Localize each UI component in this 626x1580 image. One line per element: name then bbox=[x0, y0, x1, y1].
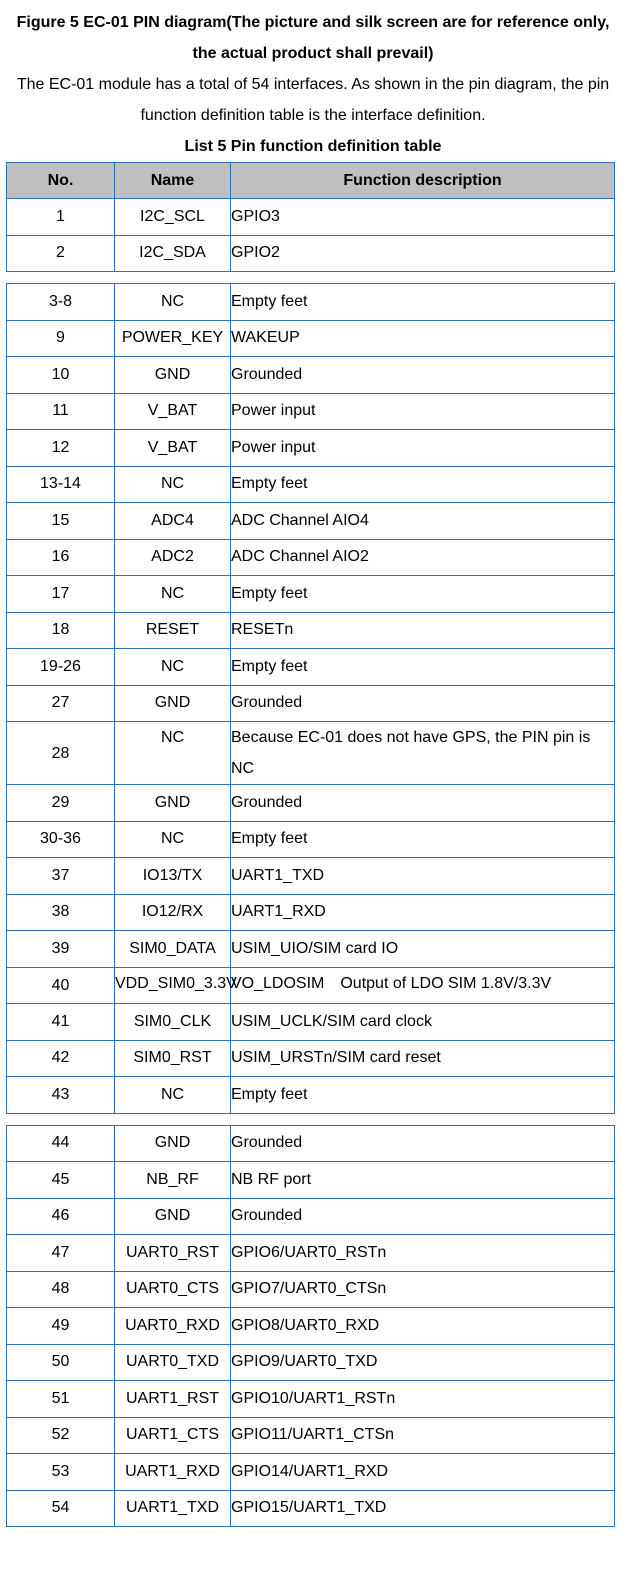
table-row bbox=[7, 1235, 615, 1272]
pin-name: NC bbox=[115, 466, 231, 503]
pin-name: NC bbox=[115, 284, 231, 321]
pin-table-section bbox=[6, 1125, 615, 1528]
pin-function-description: Grounded bbox=[231, 1125, 615, 1162]
pin-number: 47 bbox=[7, 1235, 115, 1272]
table-gap bbox=[0, 1114, 626, 1125]
pin-number: 10 bbox=[7, 357, 115, 394]
table-row bbox=[7, 1198, 615, 1235]
table-row bbox=[7, 284, 615, 321]
pin-number: 1 bbox=[7, 199, 115, 236]
pin-definition-table bbox=[0, 162, 626, 1527]
pin-name: POWER_KEY bbox=[115, 320, 231, 357]
pin-function-description: GPIO6/UART0_RSTn bbox=[231, 1235, 615, 1272]
pin-function-description: Grounded bbox=[231, 357, 615, 394]
pin-name: NC bbox=[115, 576, 231, 613]
pin-name: GND bbox=[115, 685, 231, 722]
pin-function-description: Empty feet bbox=[231, 576, 615, 613]
table-row bbox=[7, 503, 615, 540]
table-row bbox=[7, 235, 615, 272]
pin-number: 9 bbox=[7, 320, 115, 357]
table-row bbox=[7, 649, 615, 686]
pin-function-description: GPIO9/UART0_TXD bbox=[231, 1344, 615, 1381]
pin-function-description: Empty feet bbox=[231, 1077, 615, 1114]
pin-name: UART1_TXD bbox=[115, 1490, 231, 1527]
table-row bbox=[7, 1004, 615, 1041]
table-row bbox=[7, 722, 615, 785]
pin-number: 42 bbox=[7, 1040, 115, 1077]
table-row bbox=[7, 1417, 615, 1454]
pin-number: 38 bbox=[7, 894, 115, 931]
pin-name: ADC4 bbox=[115, 503, 231, 540]
pin-name: SIM0_RST bbox=[115, 1040, 231, 1077]
table-row bbox=[7, 1162, 615, 1199]
pin-function-description: USIM_UCLK/SIM card clock bbox=[231, 1004, 615, 1041]
pin-function-description: VO_LDOSIM Output of LDO SIM 1.8V/3.3V bbox=[231, 967, 615, 1004]
pin-name: GND bbox=[115, 1125, 231, 1162]
pin-number: 2 bbox=[7, 235, 115, 272]
pin-number: 17 bbox=[7, 576, 115, 613]
pin-name: IO12/RX bbox=[115, 894, 231, 931]
pin-function-description: Grounded bbox=[231, 685, 615, 722]
pin-function-description: Power input bbox=[231, 430, 615, 467]
intro-line1: The EC-01 module has a total of 54 interfaces. As shown in the pin diagram, the pin bbox=[16, 76, 610, 93]
pin-number: 45 bbox=[7, 1162, 115, 1199]
table-row bbox=[7, 466, 615, 503]
pin-name: V_BAT bbox=[115, 430, 231, 467]
pin-name: RESET bbox=[115, 612, 231, 649]
table-row bbox=[7, 430, 615, 467]
pin-number: 29 bbox=[7, 785, 115, 822]
pin-function-description: NB RF port bbox=[231, 1162, 615, 1199]
table-row bbox=[7, 199, 615, 236]
pin-function-description: ADC Channel AIO2 bbox=[231, 539, 615, 576]
figure-caption-line1: Figure 5 EC-01 PIN diagram(The picture and silk screen are for reference only, bbox=[16, 14, 610, 31]
pin-name: ADC2 bbox=[115, 539, 231, 576]
figure-caption-line2: the actual product shall prevail) bbox=[192, 45, 434, 62]
pin-name: UART1_RXD bbox=[115, 1454, 231, 1491]
pin-number: 37 bbox=[7, 858, 115, 895]
pin-function-description: Grounded bbox=[231, 1198, 615, 1235]
pin-function-description: Grounded bbox=[231, 785, 615, 822]
pin-number: 43 bbox=[7, 1077, 115, 1114]
intro-line2: function definition table is the interface definition. bbox=[140, 107, 486, 124]
pin-name: GND bbox=[115, 357, 231, 394]
pin-name: UART0_RST bbox=[115, 1235, 231, 1272]
pin-function-description: Because EC-01 does not have GPS, the PIN pin is NC bbox=[231, 722, 615, 785]
pin-number: 15 bbox=[7, 503, 115, 540]
pin-function-description: GPIO15/UART1_TXD bbox=[231, 1490, 615, 1527]
table-gap bbox=[0, 272, 626, 283]
header-no: No. bbox=[7, 163, 115, 199]
table-row bbox=[7, 967, 615, 1004]
pin-function-description: GPIO3 bbox=[231, 199, 615, 236]
table-row bbox=[7, 1040, 615, 1077]
pin-name: NC bbox=[115, 649, 231, 686]
pin-name: NB_RF bbox=[115, 1162, 231, 1199]
pin-function-description: UART1_RXD bbox=[231, 894, 615, 931]
pin-function-description: GPIO10/UART1_RSTn bbox=[231, 1381, 615, 1418]
pin-number: 54 bbox=[7, 1490, 115, 1527]
pin-number: 13-14 bbox=[7, 466, 115, 503]
table-row bbox=[7, 1077, 615, 1114]
pin-function-description: UART1_TXD bbox=[231, 858, 615, 895]
pin-name: GND bbox=[115, 785, 231, 822]
pin-function-description: USIM_URSTn/SIM card reset bbox=[231, 1040, 615, 1077]
pin-name: UART0_TXD bbox=[115, 1344, 231, 1381]
table-row bbox=[7, 685, 615, 722]
table-row bbox=[7, 1344, 615, 1381]
pin-number: 39 bbox=[7, 931, 115, 968]
table-header-row bbox=[7, 163, 615, 199]
pin-name: IO13/TX bbox=[115, 858, 231, 895]
table-row bbox=[7, 1490, 615, 1527]
pin-number: 44 bbox=[7, 1125, 115, 1162]
pin-name: UART1_RST bbox=[115, 1381, 231, 1418]
pin-name: SIM0_CLK bbox=[115, 1004, 231, 1041]
pin-function-description: ADC Channel AIO4 bbox=[231, 503, 615, 540]
pin-number: 16 bbox=[7, 539, 115, 576]
pin-function-description: Empty feet bbox=[231, 821, 615, 858]
pin-function-description: GPIO7/UART0_CTSn bbox=[231, 1271, 615, 1308]
pin-number: 41 bbox=[7, 1004, 115, 1041]
pin-number: 46 bbox=[7, 1198, 115, 1235]
pin-function-description: RESETn bbox=[231, 612, 615, 649]
header-name: Name bbox=[115, 163, 231, 199]
pin-function-description: GPIO11/UART1_CTSn bbox=[231, 1417, 615, 1454]
table-row bbox=[7, 821, 615, 858]
pin-name: GND bbox=[115, 1198, 231, 1235]
pin-number: 11 bbox=[7, 393, 115, 430]
pin-number: 18 bbox=[7, 612, 115, 649]
pin-name: UART0_CTS bbox=[115, 1271, 231, 1308]
pin-number: 50 bbox=[7, 1344, 115, 1381]
pin-table-section bbox=[6, 283, 615, 1114]
pin-name: VDD_SIM0_3.3V bbox=[115, 967, 231, 1004]
pin-number: 49 bbox=[7, 1308, 115, 1345]
pin-name: NC bbox=[115, 1077, 231, 1114]
table-row bbox=[7, 1308, 615, 1345]
table-row bbox=[7, 785, 615, 822]
pin-number: 40 bbox=[7, 967, 115, 1004]
pin-number: 51 bbox=[7, 1381, 115, 1418]
table-row bbox=[7, 1454, 615, 1491]
pin-number: 19-26 bbox=[7, 649, 115, 686]
pin-name: NC bbox=[115, 821, 231, 858]
table-row bbox=[7, 894, 615, 931]
pin-function-description: Power input bbox=[231, 393, 615, 430]
pin-number: 12 bbox=[7, 430, 115, 467]
table-row bbox=[7, 320, 615, 357]
table-row bbox=[7, 1125, 615, 1162]
pin-number: 3-8 bbox=[7, 284, 115, 321]
pin-function-description: WAKEUP bbox=[231, 320, 615, 357]
table-row bbox=[7, 393, 615, 430]
pin-name: UART1_CTS bbox=[115, 1417, 231, 1454]
pin-number: 27 bbox=[7, 685, 115, 722]
table-row bbox=[7, 1381, 615, 1418]
pin-name: SIM0_DATA bbox=[115, 931, 231, 968]
pin-function-description: Empty feet bbox=[231, 284, 615, 321]
pin-number: 30-36 bbox=[7, 821, 115, 858]
pin-name: UART0_RXD bbox=[115, 1308, 231, 1345]
pin-number: 28 bbox=[7, 722, 115, 785]
pin-name: I2C_SCL bbox=[115, 199, 231, 236]
pin-function-description: Empty feet bbox=[231, 649, 615, 686]
table-row bbox=[7, 858, 615, 895]
pin-table-section bbox=[6, 162, 615, 272]
table-row bbox=[7, 1271, 615, 1308]
table-row bbox=[7, 612, 615, 649]
table-row bbox=[7, 357, 615, 394]
pin-function-description: USIM_UIO/SIM card IO bbox=[231, 931, 615, 968]
pin-name: NC bbox=[115, 722, 231, 785]
table-caption: List 5 Pin function definition table bbox=[184, 138, 442, 155]
pin-function-description: GPIO8/UART0_RXD bbox=[231, 1308, 615, 1345]
header-function-description: Function description bbox=[231, 163, 615, 199]
pin-function-description: GPIO2 bbox=[231, 235, 615, 272]
table-row bbox=[7, 576, 615, 613]
table-row bbox=[7, 539, 615, 576]
pin-number: 52 bbox=[7, 1417, 115, 1454]
pin-function-description: GPIO14/UART1_RXD bbox=[231, 1454, 615, 1491]
pin-number: 53 bbox=[7, 1454, 115, 1491]
pin-function-description: Empty feet bbox=[231, 466, 615, 503]
table-row bbox=[7, 931, 615, 968]
pin-name: V_BAT bbox=[115, 393, 231, 430]
pin-number: 48 bbox=[7, 1271, 115, 1308]
pin-name: I2C_SDA bbox=[115, 235, 231, 272]
